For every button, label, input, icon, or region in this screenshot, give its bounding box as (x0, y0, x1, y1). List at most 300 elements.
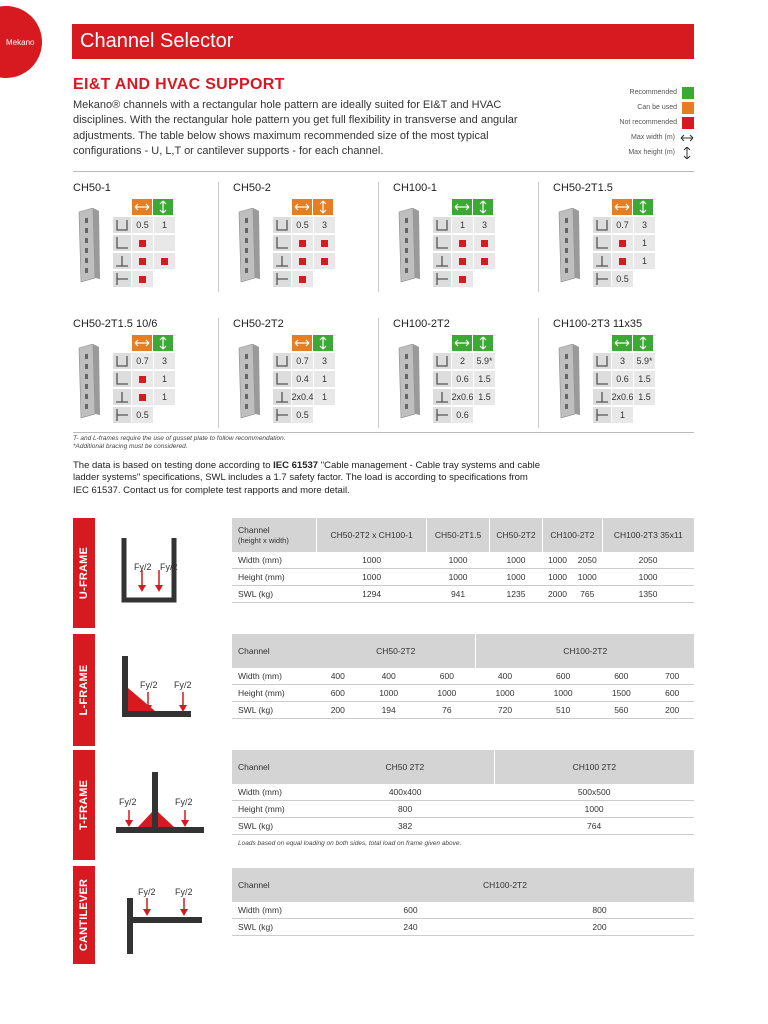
frame-row (113, 389, 175, 405)
table-cell: 600 (592, 668, 650, 685)
table-cell: 1000 (476, 685, 534, 702)
table-cell: 800 (505, 902, 694, 919)
cantilever-icon (433, 271, 451, 287)
column-header: CH50-2T1.5 (427, 518, 490, 552)
frame-row (113, 407, 174, 423)
rating-value: 0.6 (452, 407, 473, 423)
force-label: Fy/2 (140, 680, 158, 690)
frame-row (433, 353, 495, 369)
rating-value (474, 407, 494, 423)
rating-value (314, 407, 334, 423)
card-divider (378, 318, 379, 428)
force-label: Fy/2 (175, 797, 193, 807)
table-cell: 200 (650, 702, 694, 719)
frame-row (273, 353, 335, 369)
frame-row (113, 353, 175, 369)
height-rating-header (313, 199, 333, 215)
height-rating-header (313, 335, 333, 351)
rating-value: 0.7 (132, 353, 153, 369)
width-rating-header (452, 199, 472, 215)
channel-card (233, 182, 383, 300)
table-cell: 1000 (317, 569, 427, 586)
l-frame-tab (73, 634, 95, 746)
frame-row (273, 371, 335, 387)
table-row (232, 586, 694, 603)
width-rating-header (612, 199, 632, 215)
table-cell: 76 (418, 702, 476, 719)
frame-row (273, 253, 335, 269)
table-row (232, 801, 694, 818)
brand-label: Mekano (6, 38, 35, 47)
table-row (232, 784, 694, 801)
frame-row (113, 371, 175, 387)
force-label: Fy/2 (175, 887, 193, 897)
rating-value: 0.6 (452, 371, 473, 387)
row-label: Width (mm) (232, 902, 316, 919)
rating-value: 3 (474, 217, 495, 233)
rating-value: 1 (612, 407, 633, 423)
cantilever-icon (273, 271, 291, 287)
table-cell: 1000 (602, 569, 694, 586)
row-label: Height (mm) (232, 685, 316, 702)
table-cell: 600 (650, 685, 694, 702)
not-recommended-marker (474, 235, 495, 251)
l-frame-table (232, 634, 694, 719)
rating-value (154, 407, 174, 423)
frame-row (433, 217, 495, 233)
table-cell: 1000 (534, 685, 592, 702)
frame-row (433, 253, 495, 269)
red-swatch (682, 117, 694, 129)
cantilever-table (232, 868, 694, 936)
channel-name: CH100-2T3 11x35 (553, 318, 643, 330)
loads-note: Loads based on equal loading on both sides, total load on frame given above. (238, 840, 462, 847)
column-header: CH100-2T2 (316, 868, 694, 902)
u-frame-icon (433, 353, 451, 369)
u-frame-icon (273, 217, 291, 233)
u-frame-icon (593, 217, 611, 233)
divider (73, 171, 694, 172)
frame-row (113, 217, 175, 233)
card-divider (538, 318, 539, 428)
table-cell: 1000 (489, 552, 542, 569)
table-cell: 382 (316, 818, 494, 835)
not-recommended-marker (154, 253, 175, 269)
intro-paragraph: Mekano® channels with a rectangular hole pattern are ideally suited for EI&T and HVAC disciplines. With the rectangular hole pattern you get full flexibility in transverse and angular adjustments. The table below shows maximum recommended size of the most typical configurations - U, L,T or cantilever supports - for each channel. (73, 99, 518, 157)
table-row (232, 685, 694, 702)
rating-value: 1.5 (634, 389, 655, 405)
table-cell: 700 (650, 668, 694, 685)
green-swatch (682, 87, 694, 99)
width-rating-header (612, 335, 632, 351)
table-row (232, 668, 694, 685)
not-recommended-marker (612, 253, 633, 269)
cantilever-tab (73, 866, 95, 964)
width-rating-header (292, 199, 312, 215)
channel-name: CH50-1 (73, 182, 111, 194)
t-frame-tab (73, 750, 95, 860)
column-header: CH100 2T2 (494, 750, 694, 784)
table-cell: 2050 (572, 552, 602, 569)
channel-card (553, 182, 703, 300)
l-frame-icon (433, 371, 451, 387)
table-cell: 1350 (602, 586, 694, 603)
not-recommended-marker (292, 271, 313, 287)
table-cell: 600 (316, 902, 505, 919)
table-cell: 1000 (543, 569, 573, 586)
t-frame-icon (113, 253, 131, 269)
rating-value: 0.4 (292, 371, 313, 387)
cantilever-icon (593, 271, 611, 287)
height-rating-header (633, 335, 653, 351)
not-recommended-marker (474, 253, 495, 269)
table-cell: 1000 (489, 569, 542, 586)
u-frame-tab (73, 518, 95, 628)
channel-header: Channel (232, 868, 316, 902)
table-cell: 510 (534, 702, 592, 719)
rating-value: 2x0.6 (612, 389, 633, 405)
width-rating-header (292, 335, 312, 351)
rating-value (154, 235, 175, 251)
table-cell: 1000 (494, 801, 694, 818)
table-row (232, 818, 694, 835)
t-frame-icon (433, 253, 451, 269)
legend-recommended (630, 86, 694, 99)
table-cell: 600 (534, 668, 592, 685)
table-row (232, 702, 694, 719)
table-cell: 200 (505, 919, 694, 936)
testing-paragraph (73, 460, 543, 497)
channel-profile-image (393, 344, 425, 418)
rating-value: 0.5 (292, 407, 313, 423)
channel-header: Channel (232, 634, 316, 668)
channel-card (73, 182, 223, 300)
t-frame-icon (113, 389, 131, 405)
channel-card (233, 318, 383, 436)
rating-value: 0.5 (132, 217, 153, 233)
rating-value: 1 (452, 217, 473, 233)
row-label: Height (mm) (232, 569, 317, 586)
column-header: CH100-2T3 35x11 (602, 518, 694, 552)
height-rating-header (633, 199, 653, 215)
column-header: CH50-2T2 (489, 518, 542, 552)
cantilever-diagram (118, 882, 208, 962)
rating-value (314, 271, 334, 287)
t-frame-icon (593, 389, 611, 405)
testing-standard: IEC 61537 (273, 460, 319, 471)
t-frame-icon (273, 253, 291, 269)
divider (73, 432, 694, 433)
height-rating-header (153, 199, 173, 215)
u-frame-diagram (110, 530, 200, 610)
testing-text-rest: "Cable management - Cable tray systems and cable ladder systems" specifications, SWL includes a 1.7 safety factor. The load is according to specifications from IEC 61537. Contact us for complete test rapports and more detail. (73, 460, 541, 496)
not-recommended-marker (292, 253, 313, 269)
frame-row (273, 217, 335, 233)
table-row (232, 919, 694, 936)
t-frame-table (232, 750, 694, 835)
legend-label: Recommended (629, 89, 677, 96)
cantilever-icon (433, 407, 451, 423)
channel-name: CH50-2T2 (233, 318, 284, 330)
force-label: Fy/2 (119, 797, 137, 807)
table-cell: 560 (592, 702, 650, 719)
rating-value: 0.7 (612, 217, 633, 233)
channel-card (393, 318, 543, 436)
rating-value: 0.5 (612, 271, 633, 287)
rating-value: 3 (634, 217, 655, 233)
table-cell: 1000 (427, 569, 490, 586)
rating-value: 1 (314, 371, 335, 387)
column-header: CH50 2T2 (316, 750, 494, 784)
rating-value: 1 (154, 217, 175, 233)
t-frame-icon (433, 389, 451, 405)
table-row (232, 552, 694, 569)
frame-row (593, 353, 655, 369)
table-cell: 240 (316, 919, 505, 936)
not-recommended-marker (314, 253, 335, 269)
row-label: SWL (kg) (232, 919, 316, 936)
not-recommended-marker (314, 235, 335, 251)
l-frame-icon (113, 371, 131, 387)
column-header: CH100-2T2 (476, 634, 694, 668)
frame-row (113, 271, 174, 287)
rating-value: 5.9* (634, 353, 655, 369)
table-cell: 400 (360, 668, 418, 685)
not-recommended-marker (132, 389, 153, 405)
l-frame-icon (113, 235, 131, 251)
u-frame-tab-label: U-FRAME (78, 546, 90, 600)
legend-label: Can be used (637, 104, 677, 111)
rating-value: 2x0.4 (292, 389, 313, 405)
legend-can-be-used (637, 101, 694, 114)
l-frame-tab-label: L-FRAME (78, 664, 90, 716)
cantilever-icon (273, 407, 291, 423)
frame-row (593, 407, 654, 423)
table-cell: 765 (572, 586, 602, 603)
table-cell: 600 (418, 668, 476, 685)
channel-profile-image (73, 344, 105, 418)
rating-value: 1.5 (474, 371, 495, 387)
legend-not-recommended (619, 116, 694, 129)
rating-value: 3 (612, 353, 633, 369)
frame-row (113, 253, 175, 269)
row-label: SWL (kg) (232, 702, 316, 719)
not-recommended-marker (132, 271, 153, 287)
channel-profile-image (233, 344, 265, 418)
table-cell: 600 (316, 685, 360, 702)
height-rating-header (473, 199, 493, 215)
table-cell: 1000 (418, 685, 476, 702)
legend-label: Not recommended (619, 119, 677, 126)
title-bar (72, 24, 694, 59)
table-cell: 2000 (543, 586, 573, 603)
frame-row (593, 371, 655, 387)
channel-card (73, 318, 223, 436)
rating-value (634, 407, 654, 423)
u-frame-icon (113, 217, 131, 233)
rating-value: 0.6 (612, 371, 633, 387)
column-header: CH100-2T2 (543, 518, 603, 552)
rating-value (154, 271, 174, 287)
table-row (232, 569, 694, 586)
channel-header: Channel (height x width) (232, 518, 317, 552)
testing-text: The data is based on testing done according to (73, 460, 274, 471)
height-arrows-icon (680, 147, 694, 159)
gusset-note: T- and L-frames require the use of gusset plate to follow recommendation. (73, 435, 286, 442)
cantilever-icon (113, 271, 131, 287)
channel-profile-image (233, 208, 265, 282)
rating-value: 1 (634, 235, 655, 251)
u-frame-icon (433, 217, 451, 233)
channel-header: Channel (232, 750, 316, 784)
frame-row (593, 389, 655, 405)
t-frame-icon (273, 389, 291, 405)
rating-value: 1 (634, 253, 655, 269)
frame-row (273, 389, 335, 405)
table-cell: 400 (476, 668, 534, 685)
rating-value: 0.5 (292, 217, 313, 233)
frame-row (433, 371, 495, 387)
legend-label: Max height (m) (628, 149, 675, 156)
page-title: Channel Selector (80, 30, 234, 52)
not-recommended-marker (292, 235, 313, 251)
table-cell: 1235 (489, 586, 542, 603)
channel-profile-image (553, 208, 585, 282)
rating-value: 3 (314, 217, 335, 233)
legend-max-height (628, 146, 694, 159)
cantilever-icon (593, 407, 611, 423)
table-row (232, 902, 694, 919)
table-cell: 764 (494, 818, 694, 835)
table-cell: 1000 (317, 552, 427, 569)
channel-card (393, 182, 543, 300)
row-label: Height (mm) (232, 801, 316, 818)
card-divider (538, 182, 539, 292)
table-cell: 1000 (360, 685, 418, 702)
table-cell: 941 (427, 586, 490, 603)
table-cell: 194 (360, 702, 418, 719)
channel-name: CH100-2T2 (393, 318, 450, 330)
frame-row (433, 235, 495, 251)
cantilever-tab-label: CANTILEVER (78, 878, 90, 952)
column-header: CH50-2T2 (316, 634, 476, 668)
frame-row (273, 271, 334, 287)
rating-value (634, 271, 654, 287)
width-rating-header (132, 335, 152, 351)
frame-row (273, 407, 334, 423)
not-recommended-marker (132, 371, 153, 387)
table-cell: 400x400 (316, 784, 494, 801)
rating-value: 3 (314, 353, 335, 369)
rating-value: 1 (154, 389, 175, 405)
legend-label: Max width (m) (631, 134, 675, 141)
rating-value: 5.9* (474, 353, 495, 369)
card-divider (218, 182, 219, 292)
channel-name: CH50-2T1.5 10/6 (73, 318, 158, 330)
cantilever-icon (113, 407, 131, 423)
rating-value: 3 (154, 353, 175, 369)
table-cell: 800 (316, 801, 494, 818)
force-label: Fy/2 (134, 562, 152, 572)
channel-card (553, 318, 703, 436)
u-frame-icon (593, 353, 611, 369)
frame-row (433, 407, 494, 423)
width-arrows-icon (680, 132, 694, 144)
rating-value: 1.5 (634, 371, 655, 387)
u-frame-icon (113, 353, 131, 369)
bracing-note: *Additional bracing must be considered. (73, 443, 188, 450)
l-frame-diagram (115, 650, 205, 725)
frame-row (593, 235, 655, 251)
l-frame-icon (273, 235, 291, 251)
t-frame-diagram (112, 768, 217, 838)
row-label: SWL (kg) (232, 818, 316, 835)
frame-row (593, 217, 655, 233)
channel-profile-image (393, 208, 425, 282)
table-cell: 1000 (427, 552, 490, 569)
table-cell: 500x500 (494, 784, 694, 801)
table-cell: 720 (476, 702, 534, 719)
l-frame-icon (273, 371, 291, 387)
card-divider (378, 182, 379, 292)
rating-value: 1.5 (474, 389, 495, 405)
u-frame-icon (273, 353, 291, 369)
frame-row (593, 271, 654, 287)
row-label: Width (mm) (232, 784, 316, 801)
frame-row (433, 271, 494, 287)
channel-name: CH100-1 (393, 182, 438, 194)
not-recommended-marker (452, 271, 473, 287)
table-cell: 2050 (602, 552, 694, 569)
frame-row (273, 235, 335, 251)
l-frame-icon (433, 235, 451, 251)
not-recommended-marker (452, 253, 473, 269)
rating-value: 2x0.6 (452, 389, 473, 405)
force-label: Fy/2 (160, 562, 178, 572)
t-frame-icon (593, 253, 611, 269)
rating-value: 0.5 (132, 407, 153, 423)
legend-max-width (631, 131, 694, 144)
rating-value: 1 (154, 371, 175, 387)
channel-name: CH50-2 (233, 182, 271, 194)
not-recommended-marker (132, 235, 153, 251)
width-rating-header (452, 335, 472, 351)
frame-row (433, 389, 495, 405)
frame-row (593, 253, 655, 269)
row-label: SWL (kg) (232, 586, 317, 603)
table-cell: 400 (316, 668, 360, 685)
u-frame-table (232, 518, 694, 603)
row-label: Width (mm) (232, 668, 316, 685)
table-cell: 1000 (572, 569, 602, 586)
l-frame-icon (593, 371, 611, 387)
channel-profile-image (553, 344, 585, 418)
l-frame-icon (593, 235, 611, 251)
force-label: Fy/2 (138, 887, 156, 897)
card-divider (218, 318, 219, 428)
not-recommended-marker (132, 253, 153, 269)
height-rating-header (473, 335, 493, 351)
table-cell: 1294 (317, 586, 427, 603)
orange-swatch (682, 102, 694, 114)
rating-value: 1 (314, 389, 335, 405)
rating-value (474, 271, 494, 287)
table-cell: 1000 (543, 552, 573, 569)
height-rating-header (153, 335, 173, 351)
table-cell: 200 (316, 702, 360, 719)
not-recommended-marker (452, 235, 473, 251)
channel-name: CH50-2T1.5 (553, 182, 613, 194)
